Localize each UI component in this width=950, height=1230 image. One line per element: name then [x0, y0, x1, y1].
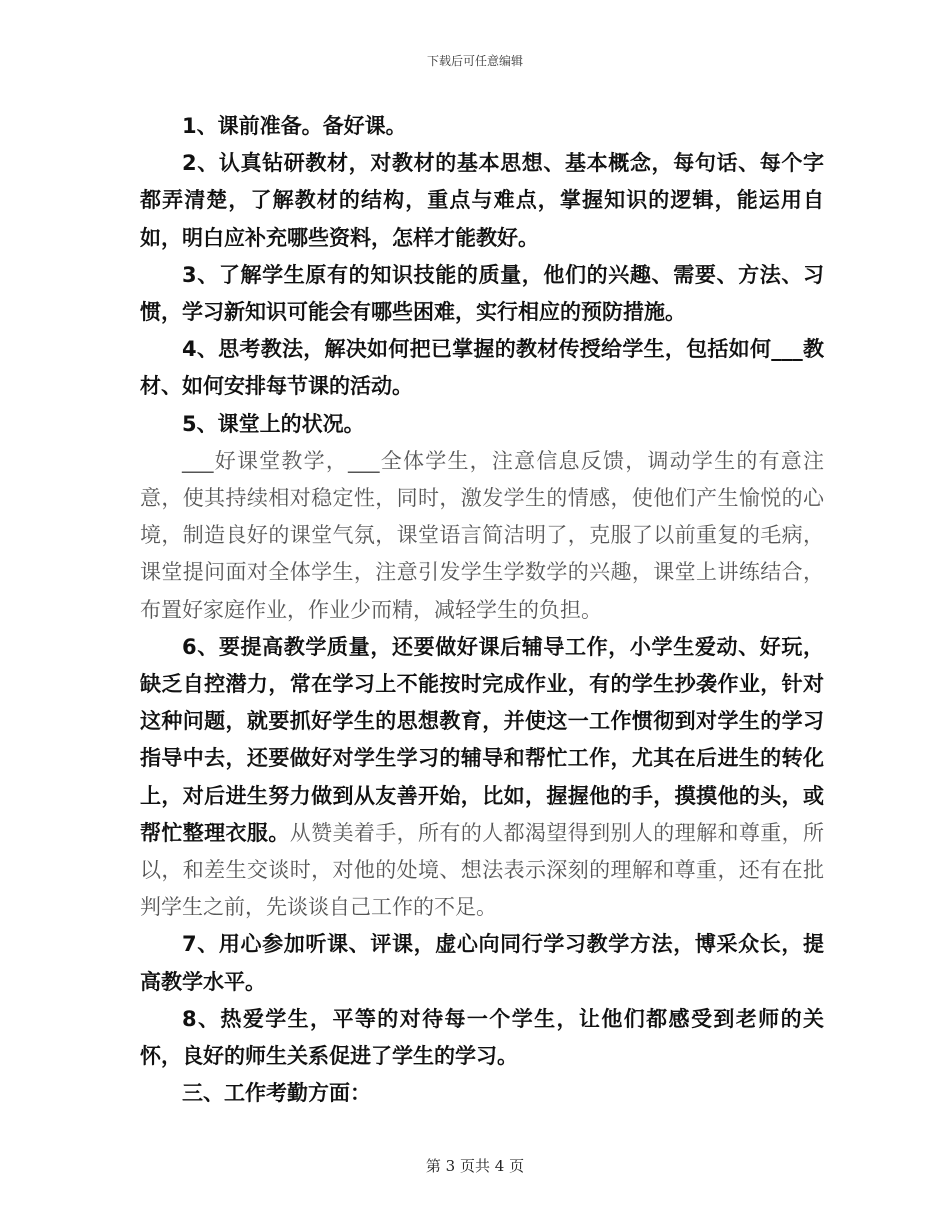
document-body [140, 108, 824, 1112]
paragraph-2: 2、认真钻研教材，对教材的基本思想、基本概念，每句话、每个字都弄清楚，了解教材的结构，重点与难点，掌握知识的逻辑，能运用自如，明白应补充哪些资料，怎样才能教好。 [140, 151, 824, 250]
section-heading: 三、工作考勤方面： [182, 1081, 371, 1106]
paragraph-1: 1、课前准备。备好课。 [182, 114, 407, 138]
page-header: 下载后可任意编辑 [426, 54, 523, 68]
paragraph-9: 8、热爱学生，平等的对待每一个学生，让他们都感受到老师的关怀，良好的师生关系促进了学生的学习。 [140, 1006, 824, 1069]
paragraph-4: 4、思考教法，解决如何把已掌握的教材传授给学生，包括如何___教材、如何安排每节课的活动。 [140, 337, 824, 399]
paragraph-7 [140, 629, 824, 927]
paragraph-3: 3、了解学生原有的知识技能的质量，他们的兴趣、需要、方法、习惯，学习新知识可能会有哪些困难，实行相应的预防措施。 [140, 262, 824, 325]
paragraph-6: ___好课堂教学，___全体学生，注意信息反馈，调动学生的有意注意，使其持续相对稳定性，同时，激发学生的情感，使他们产生愉悦的心境，制造良好的课堂气氛，课堂语言简洁明了，克服了以前重复的毛病，课堂提问面对全体学生，注意引发学生学数学的兴趣，课堂上讲练结合，布置好家庭作业，作业少而精，减轻学生的负担。 [140, 448, 824, 622]
page-footer: 第 3 页共 4 页 [425, 1157, 525, 1175]
paragraph-7-bold: 6、要提高教学质量，还要做好课后辅导工作，小学生爱动、好玩，缺乏自控潜力，常在学习上不能按时完成作业，有的学生抄袭作业，针对这种问题，就要抓好学生的思想教育，并使这一工作惯彻到对学生的学习指导中去，还要做好对学生学习的辅导和帮忙工作，尤其在后进生的转化上，对后进生努力做到从友善开始，比如，握握他的手，摸摸他的头，或帮忙整理衣服。 [140, 634, 824, 845]
paragraph-8: 7、用心参加听课、评课，虚心向同行学习教学方法，博采众长，提高教学水平。 [140, 932, 824, 994]
paragraph-7-light: 从赞美着手，所有的人都渴望得到别人的理解和尊重，所以，和差生交谈时，对他的处境、想法表示深刻的理解和尊重，还有在批判学生之前，先谈谈自己工作的不足。 [140, 820, 825, 920]
paragraph-5: 5、课堂上的状况。 [182, 411, 365, 436]
